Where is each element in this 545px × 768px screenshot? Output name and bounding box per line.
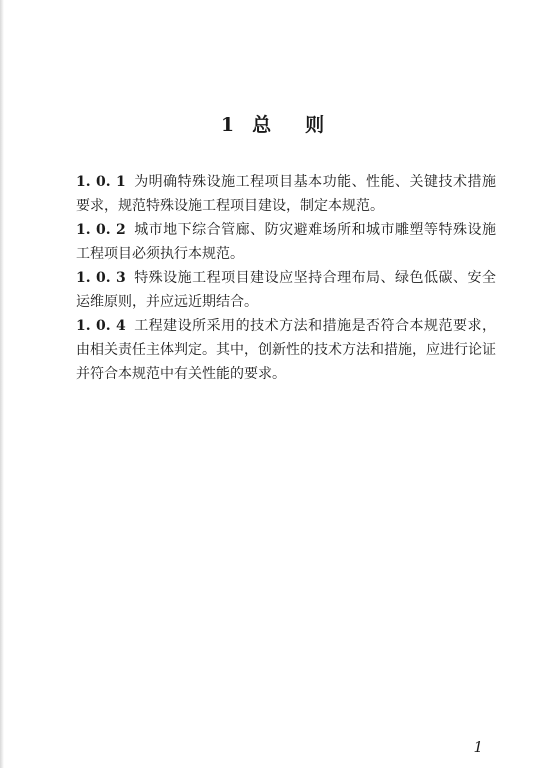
chapter-number: 1 bbox=[220, 114, 235, 136]
clause-text: 特殊设施工程项目建设应坚持合理布局、绿色低碳、安全运维原则，并应远近期结合。 bbox=[76, 270, 496, 310]
clause-1-0-3 bbox=[76, 266, 496, 314]
clause-text: 工程建设所采用的技术方法和措施是否符合本规范要求，由相关责任主体判定。其中，创新性的技术方法和措施，应进行论证并符合本规范中有关性能的要求。 bbox=[76, 318, 496, 382]
clause-number: 1. 0. 4 bbox=[76, 318, 126, 334]
clause-list bbox=[76, 170, 496, 386]
clause-1-0-2 bbox=[76, 218, 496, 266]
clause-number: 1. 0. 1 bbox=[76, 174, 126, 190]
clause-number: 1. 0. 2 bbox=[76, 222, 126, 238]
clause-number: 1. 0. 3 bbox=[76, 270, 126, 286]
clause-text: 城市地下综合管廊、防灾避难场所和城市雕塑等特殊设施工程项目必须执行本规范。 bbox=[76, 222, 496, 262]
clause-text: 为明确特殊设施工程项目基本功能、性能、关键技术措施要求，规范特殊设施工程项目建设，制定本规范。 bbox=[76, 174, 496, 214]
chapter-title-char-1: 总 bbox=[252, 114, 272, 136]
clause-1-0-1 bbox=[76, 170, 496, 218]
chapter-title bbox=[0, 110, 545, 137]
page-number: 1 bbox=[473, 738, 483, 756]
chapter-title-char-2: 则 bbox=[305, 114, 325, 136]
clause-1-0-4 bbox=[76, 314, 496, 386]
